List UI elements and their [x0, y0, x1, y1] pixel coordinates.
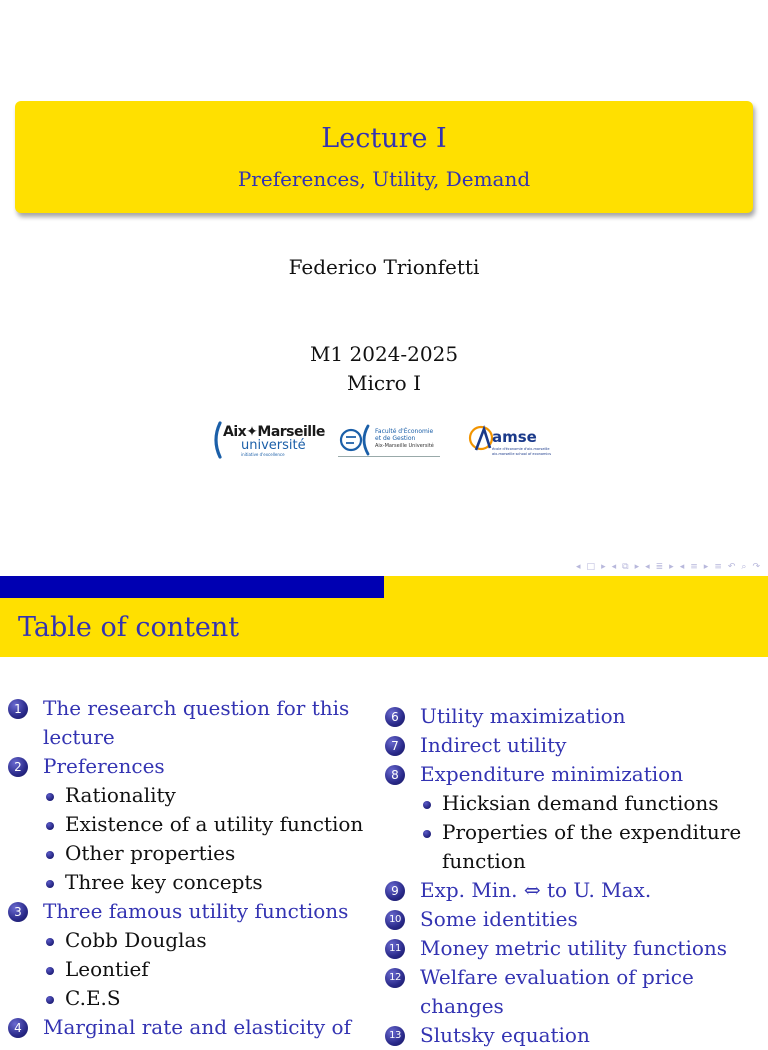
toc-subsection-expenditure-properties[interactable]: Properties of the expenditure function [385, 818, 765, 876]
toc-section-label: Exp. Min. ⇔ to U. Max. [420, 878, 652, 902]
nav-back-icon[interactable]: ↶ [727, 562, 736, 572]
amu-logo-tagline: initiative d'excellence [241, 452, 285, 457]
toc-section-label: Slutsky equation [420, 1023, 590, 1047]
toc-section-label: Marginal rate and elasticity of [43, 1015, 351, 1039]
toc-section-label: Utility maximization [420, 704, 626, 728]
nav-section-next-icon[interactable]: ▸ [669, 562, 674, 572]
section-number-badge: 6 [385, 707, 405, 727]
toc-section-11[interactable] [385, 934, 765, 963]
section-number-badge: 9 [385, 881, 405, 901]
toc-section-7[interactable] [385, 731, 765, 760]
feg-logo [338, 422, 442, 458]
author: Federico Trionfetti [288, 255, 480, 279]
feg-logo-line3: Aix-Marseille Université [375, 443, 434, 449]
slide-title: Lecture I [321, 123, 447, 154]
slide-subtitle: Preferences, Utility, Demand [237, 167, 531, 191]
toc-section-2[interactable] [8, 752, 378, 781]
toc-section-4[interactable] [8, 1013, 378, 1042]
section-number-badge: 2 [8, 757, 28, 777]
beamer-navigation [576, 561, 760, 573]
section-number-badge: 3 [8, 902, 28, 922]
toc-section-13[interactable] [385, 1021, 765, 1050]
logo-row [0, 418, 768, 462]
toc-section-10[interactable] [385, 905, 765, 934]
nav-subsection-prev-icon[interactable]: ◂ [611, 562, 617, 572]
nav-subsection-icon[interactable]: ⧉ [622, 562, 629, 572]
nav-section-prev-icon[interactable]: ◂ [645, 562, 650, 572]
toc-subsection-rationality[interactable]: Rationality [8, 781, 378, 810]
toc-section-label: Preferences [43, 754, 165, 778]
amse-logo-line2: aix-marseille school of economics [492, 452, 552, 456]
nav-frame-icon[interactable]: □ [586, 562, 596, 572]
feg-logo-line1: Faculté d'Économie [375, 428, 434, 435]
section-number-badge: 10 [385, 910, 405, 930]
toc-subsection-ces[interactable]: C.E.S [8, 984, 378, 1013]
toc-section-label: The research question for this lecture [43, 696, 350, 749]
nav-align-icon[interactable]: ≡ [714, 562, 722, 572]
toc-subsection-other-properties[interactable]: Other properties [8, 839, 378, 868]
nav-frame-prev-icon[interactable]: ◂ [576, 562, 581, 572]
toc-slide [0, 576, 768, 1047]
toc-section-1[interactable] [8, 694, 378, 752]
nav-frame-next-icon[interactable]: ▸ [601, 562, 606, 572]
title-block [15, 101, 753, 213]
toc-section-12[interactable] [385, 963, 765, 1021]
toc-section-label: Some identities [420, 907, 578, 931]
toc-section-3[interactable] [8, 897, 378, 926]
toc-subsection-leontief[interactable]: Leontief [8, 955, 378, 984]
toc-section-label: Indirect utility [420, 733, 567, 757]
toc-section-label: Expenditure minimization [420, 762, 684, 786]
amse-logo-line1: école d'économie d'aix-marseille [492, 447, 550, 451]
nav-subsection-next-icon[interactable]: ▸ [634, 562, 640, 572]
section-number-badge: 13 [385, 1026, 405, 1046]
header-band-blue [0, 576, 384, 598]
toc-right-column [385, 702, 765, 1050]
feg-logo-line2: et de Gestion [375, 435, 416, 442]
course-name: Micro I [347, 371, 421, 395]
nav-document-icon[interactable]: ≡ [690, 562, 698, 572]
section-number-badge: 7 [385, 736, 405, 756]
section-number-badge: 4 [8, 1018, 28, 1038]
amse-logo [468, 422, 558, 458]
section-number-badge: 8 [385, 765, 405, 785]
toc-section-label: Three famous utility functions [43, 899, 349, 923]
toc-section-9[interactable] [385, 876, 765, 905]
nav-forward-icon[interactable]: ↷ [752, 562, 760, 572]
header-band-yellow [384, 576, 768, 598]
toc-section-8[interactable] [385, 760, 765, 789]
toc-subsection-existence[interactable]: Existence of a utility function [8, 810, 378, 839]
nav-search-icon[interactable]: ⌕ [741, 562, 747, 572]
frame-title-bar [0, 598, 768, 657]
toc-section-6[interactable] [385, 702, 765, 731]
toc-section-label: Money metric utility functions [420, 936, 728, 960]
amu-logo-name: Aix✦Marseille [223, 424, 325, 440]
amu-logo-universite: université [241, 438, 306, 453]
course-year: M1 2024-2025 [309, 342, 459, 366]
frame-title: Table of content [18, 612, 240, 643]
feg-logo-rule [338, 456, 440, 457]
feg-emblem-icon [338, 422, 374, 458]
amse-logo-name: amse [492, 428, 537, 446]
nav-document-next-icon[interactable]: ▸ [703, 562, 709, 572]
toc-subsection-key-concepts[interactable]: Three key concepts [8, 868, 378, 897]
toc-subsection-cobb-douglas[interactable]: Cobb Douglas [8, 926, 378, 955]
section-number-badge: 11 [385, 939, 405, 959]
toc-left-column [8, 694, 378, 1042]
section-number-badge: 1 [8, 699, 28, 719]
toc-section-label: Welfare evaluation of price changes [420, 965, 694, 1018]
toc-subsection-hicksian[interactable]: Hicksian demand functions [385, 789, 765, 818]
section-number-badge: 12 [385, 968, 405, 988]
nav-section-icon[interactable]: ≣ [655, 562, 664, 572]
amu-logo [210, 420, 325, 460]
nav-document-prev-icon[interactable]: ◂ [679, 562, 685, 572]
